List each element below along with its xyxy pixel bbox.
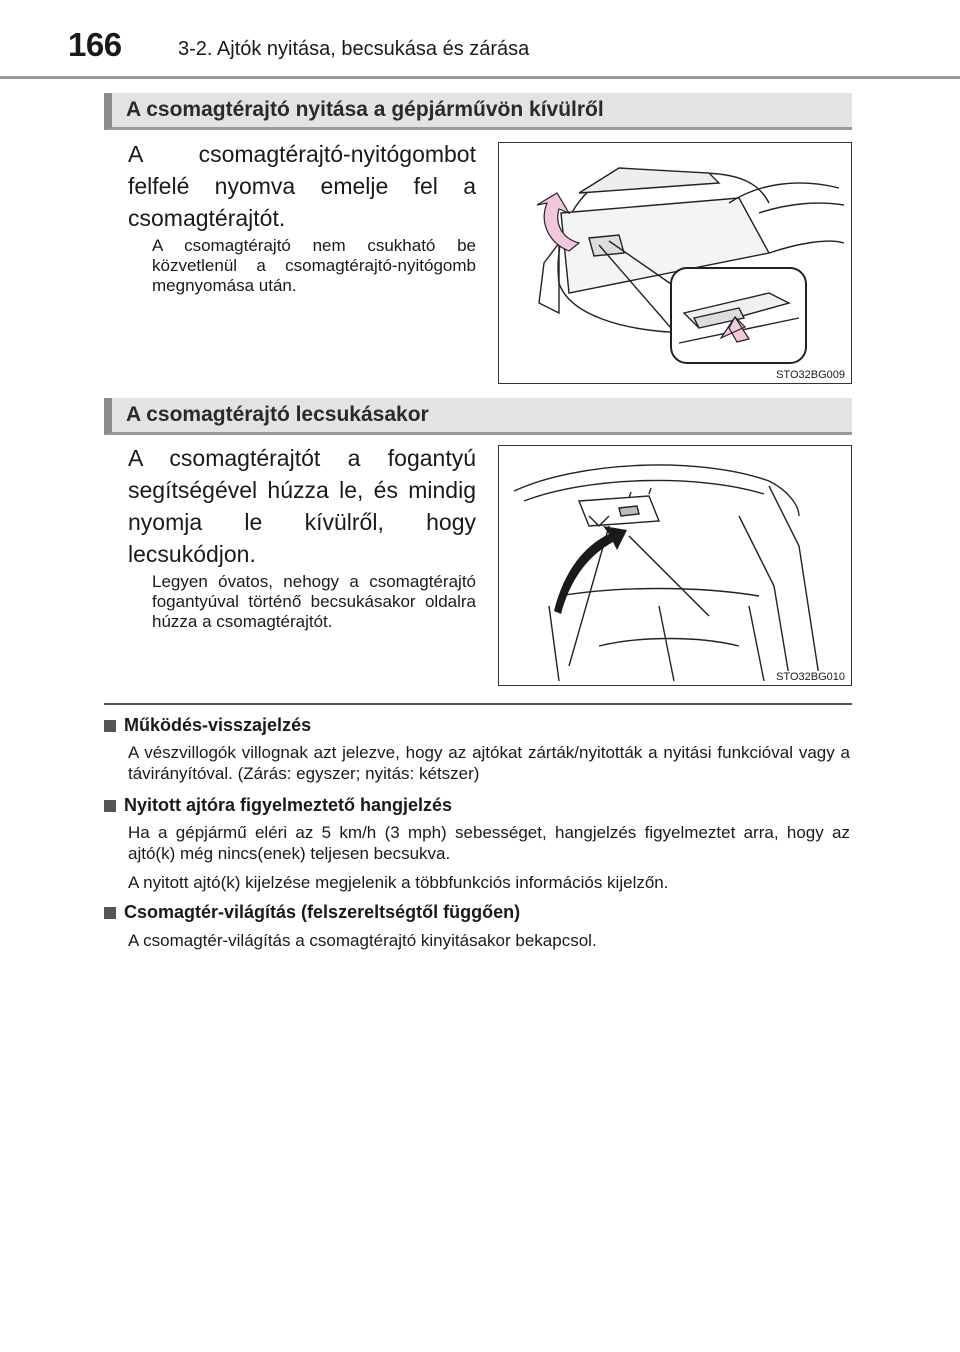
info-title-operation-signal: Működés-visszajelzés [104,715,311,736]
bullet-square-icon [104,907,116,919]
opening-instruction: A csomagtérajtó-nyitógombot felfelé nyomva emelje fel a csomagtérajtót. [128,141,476,231]
figure-close-tailgate [498,445,852,686]
section-heading-opening: A csomagtérajtó nyitása a gépjárművön kívülről [104,93,852,130]
opening-note: A csomagtérajtó nem csukható be közvetlenül a csomagtérajtó-nyitógomb megnyomása után. [152,236,476,295]
section-heading-closing: A csomagtérajtó lecsukásakor [104,398,852,435]
bullet-square-icon [104,720,116,732]
closing-note: Legyen óvatos, nehogy a csomagtérajtó fogantyúval történő becsukásakor oldalra húzza a csomagtérajtót. [152,572,476,631]
figure-code: STO32BG010 [776,671,845,683]
info-text-door-warning: Ha a gépjármű eléri az 5 km/h (3 mph) sebességet, hangjelzés figyelmeztet arra, hogy az ajtó(k) még nincs(enek) teljesen becsukva. [128,823,850,863]
figure-open-tailgate [498,142,852,384]
tailgate-interior-illustration [499,446,850,684]
info-title-door-warning: Nyitott ajtóra figyelmeztető hangjelzés [104,795,452,816]
header-divider [0,76,960,79]
chapter-title: 3-2. Ajtók nyitása, becsukása és zárása [178,38,530,60]
closing-instruction: A csomagtérajtót a fogantyú segítségével húzza le, és mindig nyomja le kívülről, hogy lecsukódjon. [128,445,476,567]
info-text-luggage-light: A csomagtér-világítás a csomagtérajtó kinyitásakor bekapcsol. [128,931,597,950]
info-text-door-display: A nyitott ajtó(k) kijelzése megjelenik a többfunkciós információs kijelzőn. [128,873,669,892]
figure-code: STO32BG009 [776,369,845,381]
bullet-square-icon [104,800,116,812]
info-text-operation-signal: A vészvillogók villognak azt jelezve, hogy az ajtókat zárták/nyitották a nyitási funkcióval vagy a távirányítóval. (Zárás: egyszer; nyitás: kétszer) [128,743,850,783]
tailgate-exterior-illustration [499,143,850,382]
info-title-luggage-light: Csomagtér-világítás (felszereltségtől függően) [104,902,520,923]
page-number: 166 [68,26,122,63]
section-divider [104,703,852,705]
